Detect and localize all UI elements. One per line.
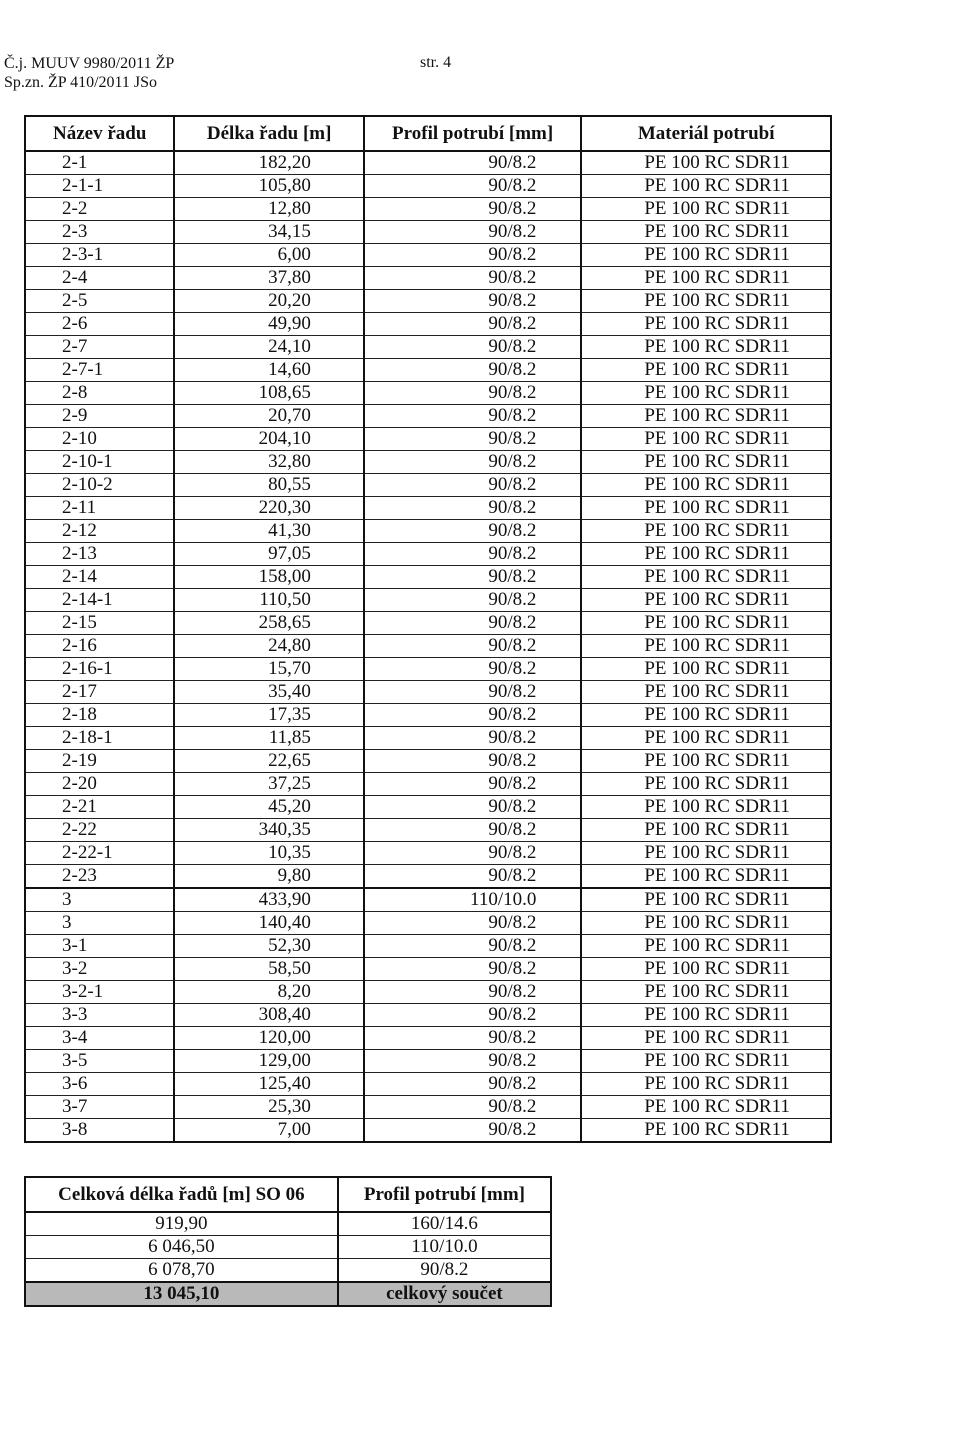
line-name-cell: 2-7	[25, 336, 174, 359]
pipe-profile-cell: 90/8.2	[364, 474, 581, 497]
line-name-cell: 2-1	[25, 151, 174, 175]
pipe-profile-cell: 90/8.2	[364, 750, 581, 773]
summary-length: 6 046,50	[25, 1236, 338, 1259]
line-length-cell: 140,40	[174, 912, 363, 935]
pipe-material-cell: PE 100 RC SDR11	[581, 474, 831, 497]
table-header-row	[25, 116, 831, 151]
header-pipe-material: Materiál potrubí	[581, 116, 831, 151]
pipe-profile-cell: 90/8.2	[364, 290, 581, 313]
pipe-profile-cell: 90/8.2	[364, 658, 581, 681]
line-name-cell: 2-16-1	[25, 658, 174, 681]
pipe-material-cell: PE 100 RC SDR11	[581, 405, 831, 428]
table-row	[25, 566, 831, 589]
line-length-cell: 110,50	[174, 589, 363, 612]
line-length-cell: 20,70	[174, 405, 363, 428]
table-row	[25, 428, 831, 451]
line-name-cell: 2-11	[25, 497, 174, 520]
pipe-profile-cell: 90/8.2	[364, 1119, 581, 1143]
line-length-cell: 25,30	[174, 1096, 363, 1119]
pipe-profile-cell: 90/8.2	[364, 382, 581, 405]
line-name-cell: 2-14-1	[25, 589, 174, 612]
pipe-profile-cell: 90/8.2	[364, 1073, 581, 1096]
line-name-cell: 2-17	[25, 681, 174, 704]
line-name-cell: 2-3	[25, 221, 174, 244]
table-row	[25, 635, 831, 658]
line-length-cell: 308,40	[174, 1004, 363, 1027]
table-row	[25, 359, 831, 382]
line-name-cell: 2-4	[25, 267, 174, 290]
pipe-material-cell: PE 100 RC SDR11	[581, 819, 831, 842]
pipe-material-cell: PE 100 RC SDR11	[581, 1119, 831, 1143]
pipe-profile-cell: 90/8.2	[364, 635, 581, 658]
pipe-material-cell: PE 100 RC SDR11	[581, 566, 831, 589]
table-row	[25, 520, 831, 543]
pipe-profile-cell: 90/8.2	[364, 935, 581, 958]
summary-profile: 110/10.0	[338, 1236, 551, 1259]
pipe-profile-cell: 90/8.2	[364, 151, 581, 175]
line-name-cell: 2-2	[25, 198, 174, 221]
summary-length: 6 078,70	[25, 1259, 338, 1283]
line-name-cell: 2-19	[25, 750, 174, 773]
summary-header-row	[25, 1177, 551, 1212]
pipe-profile-cell: 90/8.2	[364, 520, 581, 543]
pipe-material-cell: PE 100 RC SDR11	[581, 589, 831, 612]
pipe-material-cell: PE 100 RC SDR11	[581, 175, 831, 198]
pipe-material-cell: PE 100 RC SDR11	[581, 151, 831, 175]
pipe-material-cell: PE 100 RC SDR11	[581, 681, 831, 704]
pipe-material-cell: PE 100 RC SDR11	[581, 382, 831, 405]
line-length-cell: 129,00	[174, 1050, 363, 1073]
pipe-material-cell: PE 100 RC SDR11	[581, 1050, 831, 1073]
pipe-profile-cell: 90/8.2	[364, 405, 581, 428]
document-reference	[4, 54, 174, 92]
table-row	[25, 543, 831, 566]
line-name-cell: 3-5	[25, 1050, 174, 1073]
table-row	[25, 1004, 831, 1027]
summary-length: 919,90	[25, 1212, 338, 1236]
pipe-profile-cell: 90/8.2	[364, 497, 581, 520]
pipe-profile-cell: 90/8.2	[364, 773, 581, 796]
line-name-cell: 3-3	[25, 1004, 174, 1027]
line-length-cell: 17,35	[174, 704, 363, 727]
pipe-material-cell: PE 100 RC SDR11	[581, 543, 831, 566]
pipe-material-cell: PE 100 RC SDR11	[581, 221, 831, 244]
line-name-cell: 2-10	[25, 428, 174, 451]
table-row	[25, 474, 831, 497]
line-length-cell: 24,80	[174, 635, 363, 658]
pipe-profile-cell: 90/8.2	[364, 313, 581, 336]
table-row	[25, 681, 831, 704]
line-length-cell: 220,30	[174, 497, 363, 520]
pipeline-table	[24, 115, 832, 1143]
pipe-profile-cell: 90/8.2	[364, 981, 581, 1004]
line-name-cell: 2-10-2	[25, 474, 174, 497]
line-name-cell: 2-12	[25, 520, 174, 543]
table-row	[25, 935, 831, 958]
summary-row	[25, 1236, 551, 1259]
pipe-material-cell: PE 100 RC SDR11	[581, 842, 831, 865]
pipe-profile-cell: 90/8.2	[364, 359, 581, 382]
line-name-cell: 2-15	[25, 612, 174, 635]
line-length-cell: 108,65	[174, 382, 363, 405]
line-length-cell: 10,35	[174, 842, 363, 865]
table-row	[25, 405, 831, 428]
pipe-material-cell: PE 100 RC SDR11	[581, 451, 831, 474]
pipe-profile-cell: 90/8.2	[364, 865, 581, 889]
line-length-cell: 433,90	[174, 888, 363, 912]
line-length-cell: 8,20	[174, 981, 363, 1004]
pipe-profile-cell: 90/8.2	[364, 428, 581, 451]
line-length-cell: 15,70	[174, 658, 363, 681]
line-length-cell: 22,65	[174, 750, 363, 773]
table-row	[25, 151, 831, 175]
pipe-material-cell: PE 100 RC SDR11	[581, 658, 831, 681]
line-name-cell: 2-20	[25, 773, 174, 796]
line-length-cell: 120,00	[174, 1027, 363, 1050]
line-length-cell: 14,60	[174, 359, 363, 382]
line-name-cell: 3-2-1	[25, 981, 174, 1004]
pipe-material-cell: PE 100 RC SDR11	[581, 198, 831, 221]
table-row	[25, 842, 831, 865]
table-row	[25, 290, 831, 313]
pipe-material-cell: PE 100 RC SDR11	[581, 888, 831, 912]
table-row	[25, 382, 831, 405]
line-length-cell: 45,20	[174, 796, 363, 819]
pipe-profile-cell: 90/8.2	[364, 958, 581, 981]
pipe-material-cell: PE 100 RC SDR11	[581, 1096, 831, 1119]
line-length-cell: 12,80	[174, 198, 363, 221]
line-length-cell: 52,30	[174, 935, 363, 958]
pipe-profile-cell: 90/8.2	[364, 244, 581, 267]
line-length-cell: 24,10	[174, 336, 363, 359]
pipe-material-cell: PE 100 RC SDR11	[581, 750, 831, 773]
pipe-material-cell: PE 100 RC SDR11	[581, 958, 831, 981]
pipe-profile-cell: 90/8.2	[364, 336, 581, 359]
pipe-material-cell: PE 100 RC SDR11	[581, 497, 831, 520]
table-body	[25, 151, 831, 1142]
line-length-cell: 125,40	[174, 1073, 363, 1096]
header-line-length: Délka řadu [m]	[174, 116, 363, 151]
pipe-material-cell: PE 100 RC SDR11	[581, 313, 831, 336]
line-length-cell: 7,00	[174, 1119, 363, 1143]
pipe-profile-cell: 90/8.2	[364, 819, 581, 842]
table-row	[25, 1119, 831, 1143]
pipe-profile-cell: 90/8.2	[364, 198, 581, 221]
table-row	[25, 958, 831, 981]
pipe-profile-cell: 90/8.2	[364, 175, 581, 198]
line-name-cell: 3	[25, 888, 174, 912]
table-row	[25, 244, 831, 267]
line-length-cell: 20,20	[174, 290, 363, 313]
pipe-profile-cell: 90/8.2	[364, 1027, 581, 1050]
line-length-cell: 158,00	[174, 566, 363, 589]
line-name-cell: 3-8	[25, 1119, 174, 1143]
page-number: str. 4	[420, 54, 452, 71]
total-label: celkový součet	[338, 1282, 551, 1306]
line-name-cell: 2-10-1	[25, 451, 174, 474]
pipe-profile-cell: 90/8.2	[364, 267, 581, 290]
table-row	[25, 750, 831, 773]
pipe-material-cell: PE 100 RC SDR11	[581, 1073, 831, 1096]
table-row	[25, 267, 831, 290]
table-row	[25, 198, 831, 221]
table-row	[25, 612, 831, 635]
line-name-cell: 3-1	[25, 935, 174, 958]
table-row	[25, 658, 831, 681]
header-total-length: Celková délka řadů [m] SO 06	[25, 1177, 338, 1212]
line-name-cell: 2-21	[25, 796, 174, 819]
line-length-cell: 258,65	[174, 612, 363, 635]
line-length-cell: 37,25	[174, 773, 363, 796]
pipe-profile-cell: 110/10.0	[364, 888, 581, 912]
table-row	[25, 888, 831, 912]
table-row	[25, 336, 831, 359]
line-name-cell: 2-8	[25, 382, 174, 405]
line-name-cell: 2-22	[25, 819, 174, 842]
line-name-cell: 2-1-1	[25, 175, 174, 198]
table-row	[25, 704, 831, 727]
table-row	[25, 912, 831, 935]
pipe-profile-cell: 90/8.2	[364, 1004, 581, 1027]
pipe-material-cell: PE 100 RC SDR11	[581, 1004, 831, 1027]
pipe-profile-cell: 90/8.2	[364, 451, 581, 474]
pipe-material-cell: PE 100 RC SDR11	[581, 727, 831, 750]
pipe-material-cell: PE 100 RC SDR11	[581, 244, 831, 267]
header-line-name: Název řadu	[25, 116, 174, 151]
line-length-cell: 58,50	[174, 958, 363, 981]
pipe-material-cell: PE 100 RC SDR11	[581, 865, 831, 889]
table-row	[25, 1073, 831, 1096]
table-row	[25, 773, 831, 796]
summary-row	[25, 1259, 551, 1283]
line-name-cell: 2-14	[25, 566, 174, 589]
line-name-cell: 2-7-1	[25, 359, 174, 382]
pipe-profile-cell: 90/8.2	[364, 704, 581, 727]
pipe-profile-cell: 90/8.2	[364, 912, 581, 935]
summary-profile: 160/14.6	[338, 1212, 551, 1236]
pipe-material-cell: PE 100 RC SDR11	[581, 520, 831, 543]
line-name-cell: 3-7	[25, 1096, 174, 1119]
table-row	[25, 451, 831, 474]
table-row	[25, 497, 831, 520]
line-name-cell: 2-16	[25, 635, 174, 658]
pipe-material-cell: PE 100 RC SDR11	[581, 267, 831, 290]
pipe-material-cell: PE 100 RC SDR11	[581, 704, 831, 727]
line-name-cell: 3-6	[25, 1073, 174, 1096]
line-name-cell: 2-5	[25, 290, 174, 313]
table-row	[25, 313, 831, 336]
line-length-cell: 34,15	[174, 221, 363, 244]
line-name-cell: 2-6	[25, 313, 174, 336]
table-row	[25, 796, 831, 819]
pipe-profile-cell: 90/8.2	[364, 589, 581, 612]
line-name-cell: 2-23	[25, 865, 174, 889]
pipe-profile-cell: 90/8.2	[364, 681, 581, 704]
file-number: Sp.zn. ŽP 410/2011 JSo	[4, 74, 158, 91]
pipe-material-cell: PE 100 RC SDR11	[581, 336, 831, 359]
line-name-cell: 2-3-1	[25, 244, 174, 267]
line-length-cell: 11,85	[174, 727, 363, 750]
line-length-cell: 6,00	[174, 244, 363, 267]
line-length-cell: 41,30	[174, 520, 363, 543]
table-row	[25, 175, 831, 198]
pipe-profile-cell: 90/8.2	[364, 221, 581, 244]
line-name-cell: 2-18-1	[25, 727, 174, 750]
line-name-cell: 2-13	[25, 543, 174, 566]
line-length-cell: 49,90	[174, 313, 363, 336]
pipe-profile-cell: 90/8.2	[364, 543, 581, 566]
line-length-cell: 32,80	[174, 451, 363, 474]
table-row	[25, 1096, 831, 1119]
table-row	[25, 1027, 831, 1050]
table-row	[25, 589, 831, 612]
pipe-material-cell: PE 100 RC SDR11	[581, 796, 831, 819]
pipe-profile-cell: 90/8.2	[364, 796, 581, 819]
pipe-material-cell: PE 100 RC SDR11	[581, 359, 831, 382]
pipe-material-cell: PE 100 RC SDR11	[581, 912, 831, 935]
line-length-cell: 204,10	[174, 428, 363, 451]
pipe-profile-cell: 90/8.2	[364, 842, 581, 865]
table-row	[25, 981, 831, 1004]
pipe-profile-cell: 90/8.2	[364, 566, 581, 589]
line-length-cell: 80,55	[174, 474, 363, 497]
table-row	[25, 221, 831, 244]
line-length-cell: 97,05	[174, 543, 363, 566]
reference-number: Č.j. MUUV 9980/2011 ŽP	[4, 55, 175, 72]
table-row	[25, 819, 831, 842]
summary-total-row	[25, 1282, 551, 1306]
pipe-material-cell: PE 100 RC SDR11	[581, 935, 831, 958]
table-row	[25, 865, 831, 889]
summary-body	[25, 1212, 551, 1306]
summary-table	[24, 1176, 552, 1307]
line-length-cell: 37,80	[174, 267, 363, 290]
line-length-cell: 182,20	[174, 151, 363, 175]
line-name-cell: 3	[25, 912, 174, 935]
pipe-material-cell: PE 100 RC SDR11	[581, 635, 831, 658]
line-name-cell: 2-9	[25, 405, 174, 428]
pipe-profile-cell: 90/8.2	[364, 1096, 581, 1119]
line-name-cell: 3-4	[25, 1027, 174, 1050]
table-row	[25, 727, 831, 750]
line-length-cell: 9,80	[174, 865, 363, 889]
pipe-material-cell: PE 100 RC SDR11	[581, 612, 831, 635]
pipe-profile-cell: 90/8.2	[364, 727, 581, 750]
table-row	[25, 1050, 831, 1073]
line-name-cell: 2-18	[25, 704, 174, 727]
line-length-cell: 105,80	[174, 175, 363, 198]
total-length: 13 045,10	[25, 1282, 338, 1306]
pipe-material-cell: PE 100 RC SDR11	[581, 1027, 831, 1050]
line-name-cell: 3-2	[25, 958, 174, 981]
pipe-material-cell: PE 100 RC SDR11	[581, 981, 831, 1004]
header-pipe-profile: Profil potrubí [mm]	[364, 116, 581, 151]
summary-profile: 90/8.2	[338, 1259, 551, 1283]
pipe-material-cell: PE 100 RC SDR11	[581, 428, 831, 451]
pipe-profile-cell: 90/8.2	[364, 612, 581, 635]
header-summary-profile: Profil potrubí [mm]	[338, 1177, 551, 1212]
pipe-material-cell: PE 100 RC SDR11	[581, 290, 831, 313]
line-length-cell: 340,35	[174, 819, 363, 842]
summary-row	[25, 1212, 551, 1236]
line-name-cell: 2-22-1	[25, 842, 174, 865]
pipe-profile-cell: 90/8.2	[364, 1050, 581, 1073]
pipe-material-cell: PE 100 RC SDR11	[581, 773, 831, 796]
line-length-cell: 35,40	[174, 681, 363, 704]
